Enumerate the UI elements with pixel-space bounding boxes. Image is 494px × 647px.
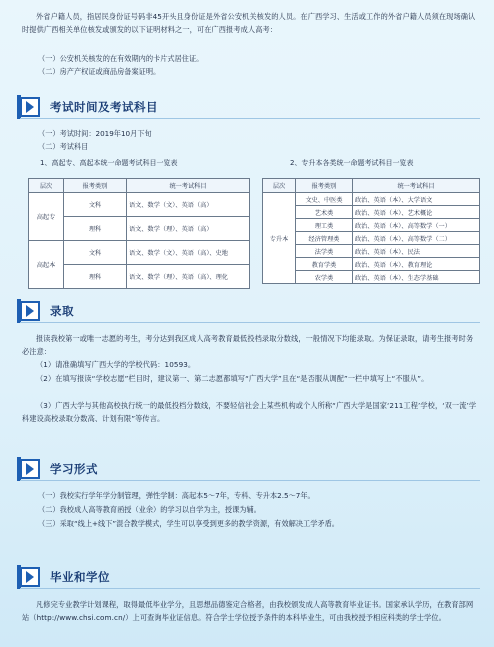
intro-item-1: （一）公安机关核发的在有效期内的卡片式居住证。: [38, 54, 204, 63]
graduation-paragraph: 凡修完专业教学计划课程，取得最低毕业学分，且思想品德鉴定合格者，由我校颁发成人高等教育毕业证书。国家承认学历，在教育部网站（http://www.chsi.com.cn/）上可查询毕业证信息。符合学士学位授予条件的本科毕业生，可由我校授予相应科类的学士学位。: [22, 600, 474, 622]
table-cell: 语文、数学（理）、英语（高）、理化: [127, 265, 250, 289]
arrow-box-icon: [20, 97, 42, 117]
admission-item-1: （1）请准确填写广西大学的学校代码：10593。: [36, 360, 196, 369]
table-header: 报考类别: [296, 179, 353, 193]
section-graduation-header: [20, 566, 110, 588]
admission-item-2: （2）在填写报读“学校志愿”栏目时，建议第一、第二志愿都填写“广西大学”且在“是否服从调配”一栏中填写上“不服从”。: [36, 374, 429, 383]
table-cell: 文科: [64, 241, 127, 265]
section-study-header: [20, 458, 98, 480]
study-item-2: （二）我校成人高等教育函授（业余）的学习以自学为主，授课为辅。: [38, 505, 261, 514]
table-level-cell: 专升本: [263, 193, 296, 284]
table-cell: 理科: [64, 265, 127, 289]
table-cell: 农学类: [296, 271, 353, 284]
table-cell: 理科: [64, 217, 127, 241]
section-graduation-title: 毕业和学位: [50, 570, 110, 584]
table-header: 层次: [29, 179, 64, 193]
section-divider: [20, 322, 480, 323]
study-item-3: （三）采取“线上+线下”混合教学模式，学生可以享受到更多的教学资源，有效解决工学矛盾。: [38, 519, 339, 528]
intro-item-2: （二）房产产权证或商品房备案证明。: [38, 67, 161, 76]
table-zhuanshengben: [262, 178, 480, 284]
table-cell: 经济管理类: [296, 232, 353, 245]
arrow-box-icon: [20, 301, 42, 321]
study-item-1: （一）我校实行学年学分制管理，弹性学制：高起本5～7年，专科、专升本2.5～7年。: [38, 491, 315, 500]
table-header: 统一考试科目: [127, 179, 250, 193]
table1-title: 1、高起专、高起本统一命题考试科目一览表: [40, 159, 178, 167]
intro-paragraph: 外省户籍人员，指居民身份证号码非45开头且身份证是外省公安机关核发的人员。在广西学习、生活或工作的外省户籍人员须在现场确认时提供广西相关单位核发或颁发的以下证明材料之一，可在广西报考成人高考：: [22, 12, 476, 34]
exam-time: （一）考试时间：2019年10月下旬: [38, 129, 152, 138]
section-exam-title: 考试时间及考试科目: [50, 100, 158, 114]
table-cell: 语文、数学（理）、英语（高）: [127, 217, 250, 241]
table-cell: 政治、英语（本）、教育理论: [353, 258, 480, 271]
table-cell: 文史、中医类: [296, 193, 353, 206]
admission-item-3: （3）广西大学与其他高校执行统一的最低投档分数线，不要轻信社会上某些机构或个人所称“广西大学是国家‘211工程’学校，‘双一流’学科建设高校录取分数高、计划有限”等传言。: [22, 401, 477, 423]
section-admission-header: [20, 300, 74, 322]
table-cell: 文科: [64, 193, 127, 217]
table-cell: 政治、英语（本）、高等数学（二）: [353, 232, 480, 245]
table-header: 层次: [263, 179, 296, 193]
table-cell: 政治、英语（本）、艺术概论: [353, 206, 480, 219]
table-gaoqi: [28, 178, 250, 289]
table-cell: 政治、英语（本）、高等数学（一）: [353, 219, 480, 232]
table-cell: 艺术类: [296, 206, 353, 219]
table-header: 统一考试科目: [353, 179, 480, 193]
section-divider: [20, 118, 480, 119]
section-admission-title: 录取: [50, 304, 74, 318]
table-cell: 语文、数学（文）、英语（高）: [127, 193, 250, 217]
table-cell: 政治、英语（本）、大学语文: [353, 193, 480, 206]
table-level-cell: 高起本: [29, 241, 64, 289]
section-divider: [20, 480, 480, 481]
table-level-cell: 高起专: [29, 193, 64, 241]
table-header: 报考类别: [64, 179, 127, 193]
table-cell: 理工类: [296, 219, 353, 232]
exam-subjects-label: （二）考试科目: [38, 142, 89, 151]
table-cell: 法学类: [296, 245, 353, 258]
section-study-title: 学习形式: [50, 462, 98, 476]
table-cell: 政治、英语（本）、生态学基础: [353, 271, 480, 284]
arrow-box-icon: [20, 459, 42, 479]
table-cell: 语文、数学（文）、英语（高）、史地: [127, 241, 250, 265]
table-cell: 政治、英语（本）、民法: [353, 245, 480, 258]
table-cell: 教育学类: [296, 258, 353, 271]
admission-paragraph: 报读我校第一或唯一志愿的考生，考分达到我区成人高考教育最低投档录取分数线，一般情况下均能录取。为保证录取，请考生报考时务必注意：: [22, 334, 474, 356]
section-divider: [20, 588, 480, 589]
table2-title: 2、专升本各类统一命题考试科目一览表: [290, 159, 414, 167]
section-exam-header: [20, 96, 158, 118]
arrow-box-icon: [20, 567, 42, 587]
